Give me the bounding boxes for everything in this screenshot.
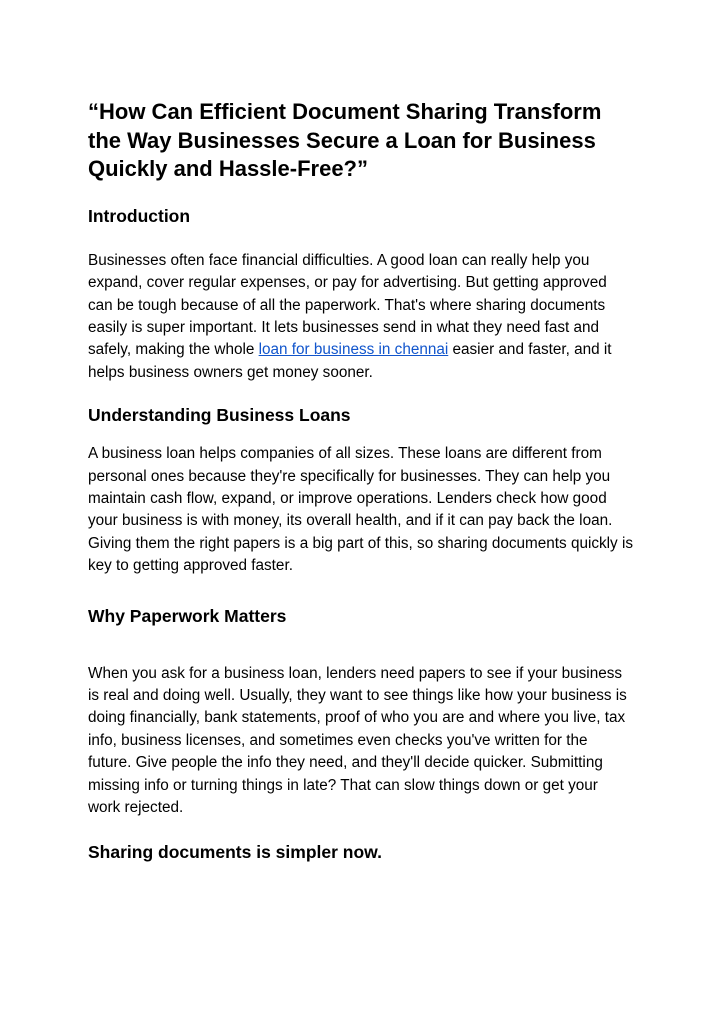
paragraph-understanding-business-loans: A business loan helps companies of all sizes. These loans are different from personal ones because they're specifically for businesses. They can help you maintain cash flow, expand, or improve operations. Lenders check how good your business is with money, its overall health, and if it can pay back the loan. Giving them the right papers is a big part of this, so sharing documents quickly is key to getting approved faster. [88,445,634,575]
paragraph-introduction-text-after-link: easier and faster, and it helps business owners get money sooner. [88,341,612,381]
heading-understanding-business-loans: Understanding Business Loans [88,405,351,426]
heading-sharing-documents-simpler: Sharing documents is simpler now. [88,841,382,862]
heading-introduction: Introduction [88,205,191,226]
paragraph-introduction-text-before-link: Businesses often face financial difficulties. A good loan can really help you expand, cover regular expenses, or pay for advertising. But getting approved can be tough because of all the paperwork. That's where sharing documents easily is super important. It lets businesses send in what they need fast and safely, making the whole [88,251,607,359]
loan-for-business-in-chennai-link[interactable]: loan for business in chennai [258,341,449,359]
document-title: “How Can Efficient Document Sharing Transform the Way Businesses Secure a Loan for Business Quickly and Hassle-Free?” [88,99,602,182]
paragraph-introduction [88,250,634,384]
paragraph-why-paperwork-matters: When you ask for a business loan, lenders need papers to see if your business is real and doing well. Usually, they want to see things like how your business is doing financially, bank statements, proof of who you are and where you live, tax info, business licenses, and sometimes even checks you've written for the future. Give people the info they need, and they'll decide quicker. Submitting missing info or turning things in late? That can slow things down or get your work rejected. [88,664,627,817]
heading-why-paperwork-matters: Why Paperwork Matters [88,605,287,626]
